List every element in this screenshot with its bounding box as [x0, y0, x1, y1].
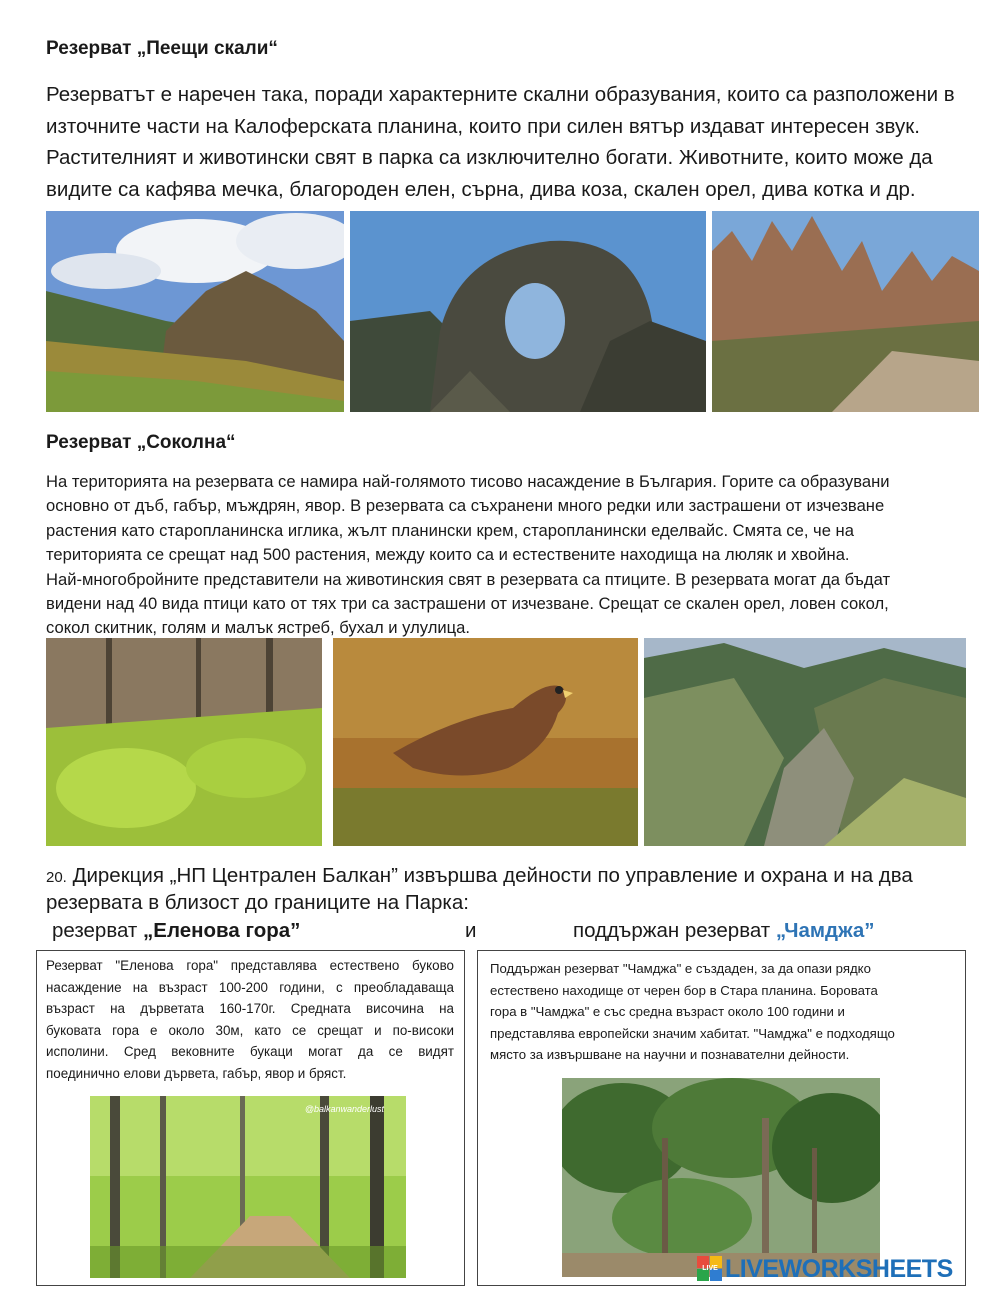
text-line: растения като старопланинска иглика, жълт планински крем, старопланински еделвайс. Смята се, че на [46, 520, 854, 540]
reserve-left-prefix: резерват [52, 919, 144, 942]
text-line: видени над 40 вида птици като от тях три са застрашени от изчезване. Срещат се скален орел, ловен сокол, [46, 594, 889, 614]
text-line: сокол скитник, голям и малък ястреб, бухал и улулица. [46, 618, 470, 638]
text-line: На територията на резервата се намира най-голямото тисово насаждение в България. Горите са образувани [46, 472, 890, 491]
connector-and: и [465, 919, 477, 942]
section1-title: Резерват „Пеещи скали“ [46, 38, 278, 59]
text-line: видите са кафява мечка, благороден елен, сърна, дива коза, скален орел, дива котка и др. [46, 177, 916, 201]
text-line: Поддържан резерват "Чамджа" е създаден, за да опази рядко [490, 961, 871, 976]
text-line: Резерватът е наречен така, поради характерните скални образувания, които са разположени в [46, 83, 955, 106]
question-line-2: резервата в близост до границите на Парка: [46, 891, 469, 914]
photo-rock-towers [712, 211, 979, 412]
reserve-left-heading [52, 918, 300, 943]
photo-mossy-forest [46, 638, 322, 846]
text-line: източните части на Калоферската планина, които при силен вятър издават интересен звук. [46, 114, 920, 138]
liveworksheets-text: LIVEWORKSHEETS [725, 1254, 953, 1283]
text-line: територията се срещат над 500 растения, между които са и естествените находища на люляк и хвойна. [46, 545, 850, 565]
photo-watermark: @balkanwanderlust [304, 1104, 384, 1114]
text-line: представлява европейски значим хабитат. "Чамджа" е подходящо [490, 1025, 895, 1041]
question-line-1 [46, 863, 913, 890]
text-line: естествено находище от черен бор в Стара планина. Боровата [490, 982, 878, 998]
text-line: буковата гора е около 30м, като се срещат и по-високи [46, 1022, 454, 1038]
text-line: място за извършване на научни и познавателни дейности. [490, 1047, 850, 1063]
section2-title: Резерват „Соколна“ [46, 432, 236, 453]
info-box-chamdzha [477, 950, 966, 1286]
info-box-elenova-gora [36, 950, 465, 1286]
info-box-text [490, 958, 895, 1066]
photo-pine-forest [562, 1078, 880, 1277]
info-box-text [46, 955, 454, 1085]
reserve-left-name: „Еленова гора” [143, 919, 301, 942]
question-text: Дирекция „НП Централен Балкан” извършва дейности по управление и охрана и на два [72, 864, 913, 887]
reserve-right-heading [573, 918, 875, 943]
text-line: исполини. Сред вековните букаци могат да се видят [46, 1044, 454, 1060]
question-number: 20. [46, 869, 67, 886]
question-20 [46, 863, 913, 915]
section1-text [46, 79, 955, 205]
reserve-right-name: „Чамджа” [775, 919, 875, 942]
text-line: основно от дъб, габър, мъждрян, явор. В резервата са съхранени много редки или застрашени от изчезване [46, 496, 885, 516]
text-line: Растителният и животински свят в парка са изключително богати. Животните, които може да [46, 146, 933, 169]
liveworksheets-logo [697, 1254, 953, 1284]
photo-green-mountain-peak [46, 211, 344, 412]
text-line: Най-многобройните представители на животинския свят в резервата са птиците. В резервата могат да бъдат [46, 569, 891, 589]
photo-beech-forest [90, 1096, 406, 1278]
photo-rock-arch [350, 211, 706, 412]
liveworksheets-icon-letters: LIVE [702, 1265, 718, 1272]
text-line: насаждение на възраст 100-200 години, с преобладаваща [46, 979, 454, 995]
reserve-right-prefix: поддържан резерват [573, 919, 771, 942]
text-line: гора в "Чамджа" е със средна възраст около 100 години и [490, 1004, 845, 1020]
text-line: Резерват "Еленова гора" представлява естествено буково [46, 958, 454, 973]
text-line: поединично елови дървета, габър, явор и бряст. [46, 1065, 347, 1081]
text-line: възраст на дърветата 160-170г. Средната височина на [46, 1001, 454, 1017]
section2-text [46, 470, 890, 641]
liveworksheets-icon [697, 1256, 723, 1282]
photo-gorge-valley [644, 638, 966, 846]
photo-falcon [333, 638, 638, 846]
